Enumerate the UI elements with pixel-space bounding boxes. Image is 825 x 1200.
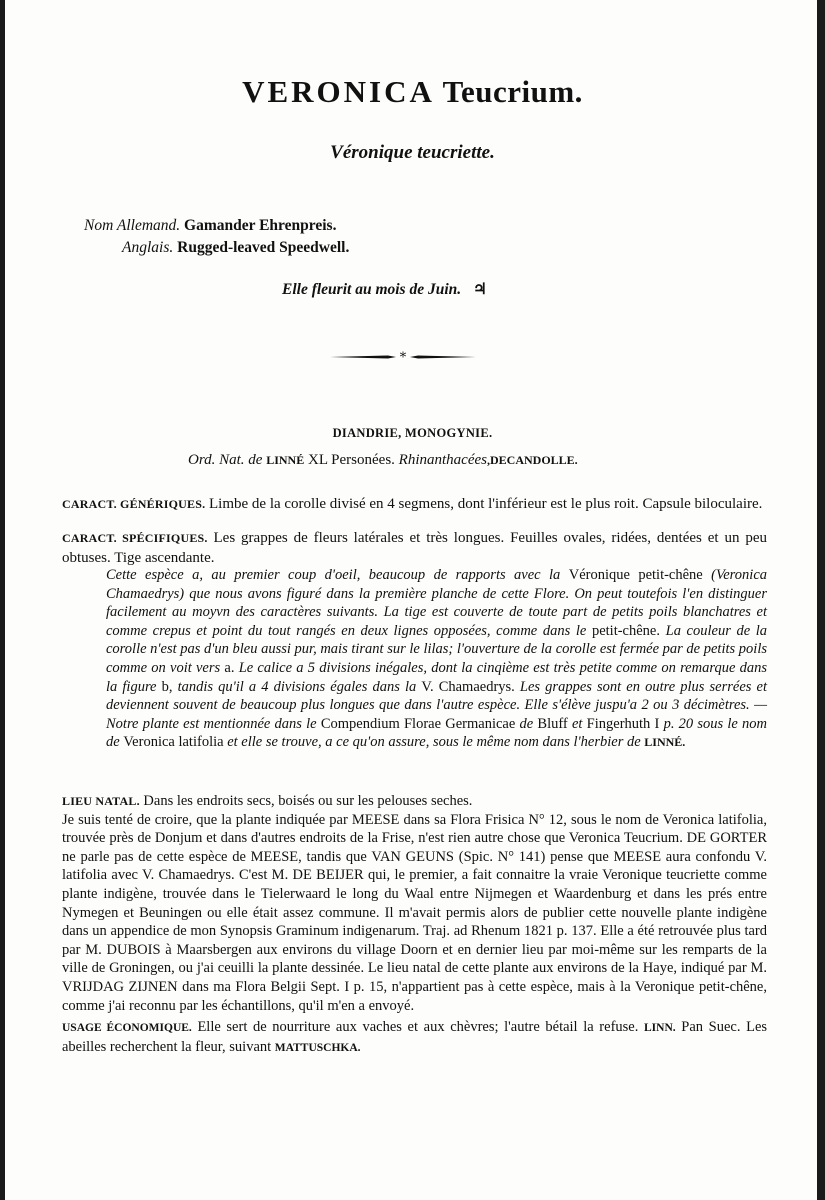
obs-text: tandis qu'il a 4 divisions égales dans la <box>177 678 417 695</box>
usage-label: USAGE ÉCONOMIQUE. <box>62 1022 192 1034</box>
title-species: Teucrium. <box>442 74 583 109</box>
habitat-text: Je suis tenté de croire, que la plante indiquée par MEESE dans sa Flora Frisica N° 12, sous le nom de Veronica latifolia, trouvée près de Donjum et dans d'autres endroits de la Frise, n'est rien autre chose que Veronica Teucrium. DE GORTER ne parle pas de cette espèce de MEESE, tandis que VAN GEUNS (Spic. N° 141) pense que MEESE aura confondu V. latifolia avec V. Chamaedrys. C'est M. DE BEIJER qui, le premier, a fait connaitre la vraie Veronique teucriette comme plante indigène, trouvée dans le Tielerwaard le long du Waal entre Nijmegen et Waardenburg et dans les prés entre Nymegen et Beuningen ou elle était assez commune. Il m'avait permis alors de publier cette nouvelle plante indigène dans un appendice de mon Synopsis Graminum indigenarum. Traj. ad Rhenum 1821 p. 137. Elle a été retrouvée plus tard par M. DUBOIS à Maarsbergen aux environs du village Doorn et en dernier lieu par moi-même sur les remparts de la ville de Groningen, ou j'ai ceuilli la plante dessinée. Le lieu natal de cette plante aux environs de la Haye, indiqué par M. VRIJDAG ZIJNEN dans ma Flora Belgii Sept. I p. 15, n'appartient pas à cette espèce, mais à la Veronique petit-chêne, comme j'ai reconnu par les échantillons, qu'il m'en a envoyé. <box>62 811 767 1014</box>
title-genus: VERONICA <box>242 74 435 109</box>
obs-roman: a. <box>224 659 235 676</box>
obs-text: Cette espèce a, au premier coup d'oeil, beaucoup de rapports avec la <box>106 567 561 583</box>
ord-decandolle: ,DECANDOLLE. <box>486 453 578 467</box>
obs-text: p. 20 sous le nom de <box>106 715 768 751</box>
ord-linne: LINNÉ <box>266 453 305 467</box>
generic-label: CARACT. GÉNÉRIQUES. <box>62 497 206 511</box>
obs-text: Les grappes sont en outre plus serrées et deviennent souvent de beaucoup plus longues que dans l'autre espèce. Elle s'élève juspu'a 2 ou 3 décimètres. — Notre plante est mentionnée dans le <box>106 678 767 732</box>
obs-roman: Fingerhuth I <box>586 715 660 732</box>
french-name: Véronique teucriette. <box>330 142 495 163</box>
specific-characters <box>62 528 767 568</box>
obs-roman: Veronica latifolia <box>123 734 224 751</box>
usage-section <box>62 1018 767 1057</box>
english-value: Rugged-leaved Speedwell. <box>177 239 350 256</box>
habitat-section <box>62 792 767 1015</box>
perennial-symbol: ♃ <box>473 281 487 298</box>
ord-prefix: Ord. Nat. <box>188 452 245 468</box>
ord-main: XL Personées. <box>307 452 395 468</box>
habitat-label: LIEU NATAL. <box>62 794 140 808</box>
obs-text: de <box>519 715 534 732</box>
ord-de: de <box>248 452 263 468</box>
obs-roman: V. Chamaedrys. <box>421 678 515 695</box>
obs-roman: Véronique petit-chêne <box>568 567 703 583</box>
specific-label: CARACT. SPÉCIFIQUES. <box>62 531 208 545</box>
svg-text:*: * <box>399 350 407 364</box>
obs-roman: LINNÉ. <box>644 735 686 750</box>
obs-text: et elle se trouve, a ce qu'on assure, sous le même nom dans l'herbier de <box>227 734 641 751</box>
generic-characters <box>62 494 767 514</box>
habitat-intro-line <box>62 792 767 811</box>
habitat-intro: Dans les endroits secs, boisés ou sur les pelouses seches. <box>143 793 473 809</box>
english-name-row <box>84 237 349 259</box>
obs-roman: b, <box>161 678 173 695</box>
linnaean-class: DIANDRIE, MONOGYNIE. <box>332 426 493 440</box>
obs-roman: Compendium Florae Germanicae <box>320 715 516 732</box>
natural-order <box>188 452 578 469</box>
english-label: Anglais. <box>122 239 174 256</box>
obs-roman: petit-chêne. <box>591 622 660 639</box>
german-value: Gamander Ehrenpreis. <box>184 217 337 234</box>
scan-edge-left <box>0 0 5 1200</box>
flowering-line <box>282 280 487 299</box>
usage-text: Elle sert de nourriture aux vaches et aux chèvres; l'autre bétail la refuse. <box>197 1019 639 1035</box>
german-name-row <box>84 215 349 237</box>
ord-alt: Rhinanthacées <box>398 452 487 468</box>
specific-text: Les grappes de fleurs latérales et très longues. Feuilles ovales, ridées, dentées et un peu obtuses. Tige ascendante. <box>62 530 767 566</box>
usage-ref: LINN. <box>644 1022 676 1034</box>
obs-roman: Bluff <box>537 715 568 732</box>
observation-paragraph <box>106 566 767 752</box>
ornament-divider <box>328 350 478 364</box>
generic-text: Limbe de la corolle divisé en 4 segmens, dont l'inférieur est le plus roit. Capsule biloculaire. <box>209 496 763 512</box>
usage-author: MATTUSCHKA. <box>274 1041 361 1054</box>
common-names <box>84 215 349 259</box>
page-title <box>0 74 825 110</box>
flowering-text: Elle fleurit au mois de Juin. <box>282 281 462 298</box>
german-label: Nom Allemand. <box>84 217 181 234</box>
obs-text: La couleur de la corolle n'est pas d'un bleu aussi pur, mais tirant sur le lilas; l'ouverture de la corolle est fermée par de petits poils comme on voit vers <box>106 622 768 676</box>
obs-text: (Veronica Chamaedrys) que nous avons figuré dans la première planche de cette Flore. On peut toutefois l'en distinguer facilement au moyvn des caractères suivants. La tige est couverte de toute part de petits poils blanchatres et comme crepus et point du tout rangés en deux lignes opposées, comme dans le <box>106 567 768 639</box>
obs-text: et <box>571 715 583 732</box>
scan-edge-right <box>817 0 825 1200</box>
obs-text: Le calice a 5 divisions inégales, dont la cinqième est très petite comme on remarque dans la figure <box>106 659 768 695</box>
usage-text-2: Pan Suec. Les abeilles recherchent la fleur, suivant <box>62 1019 768 1055</box>
